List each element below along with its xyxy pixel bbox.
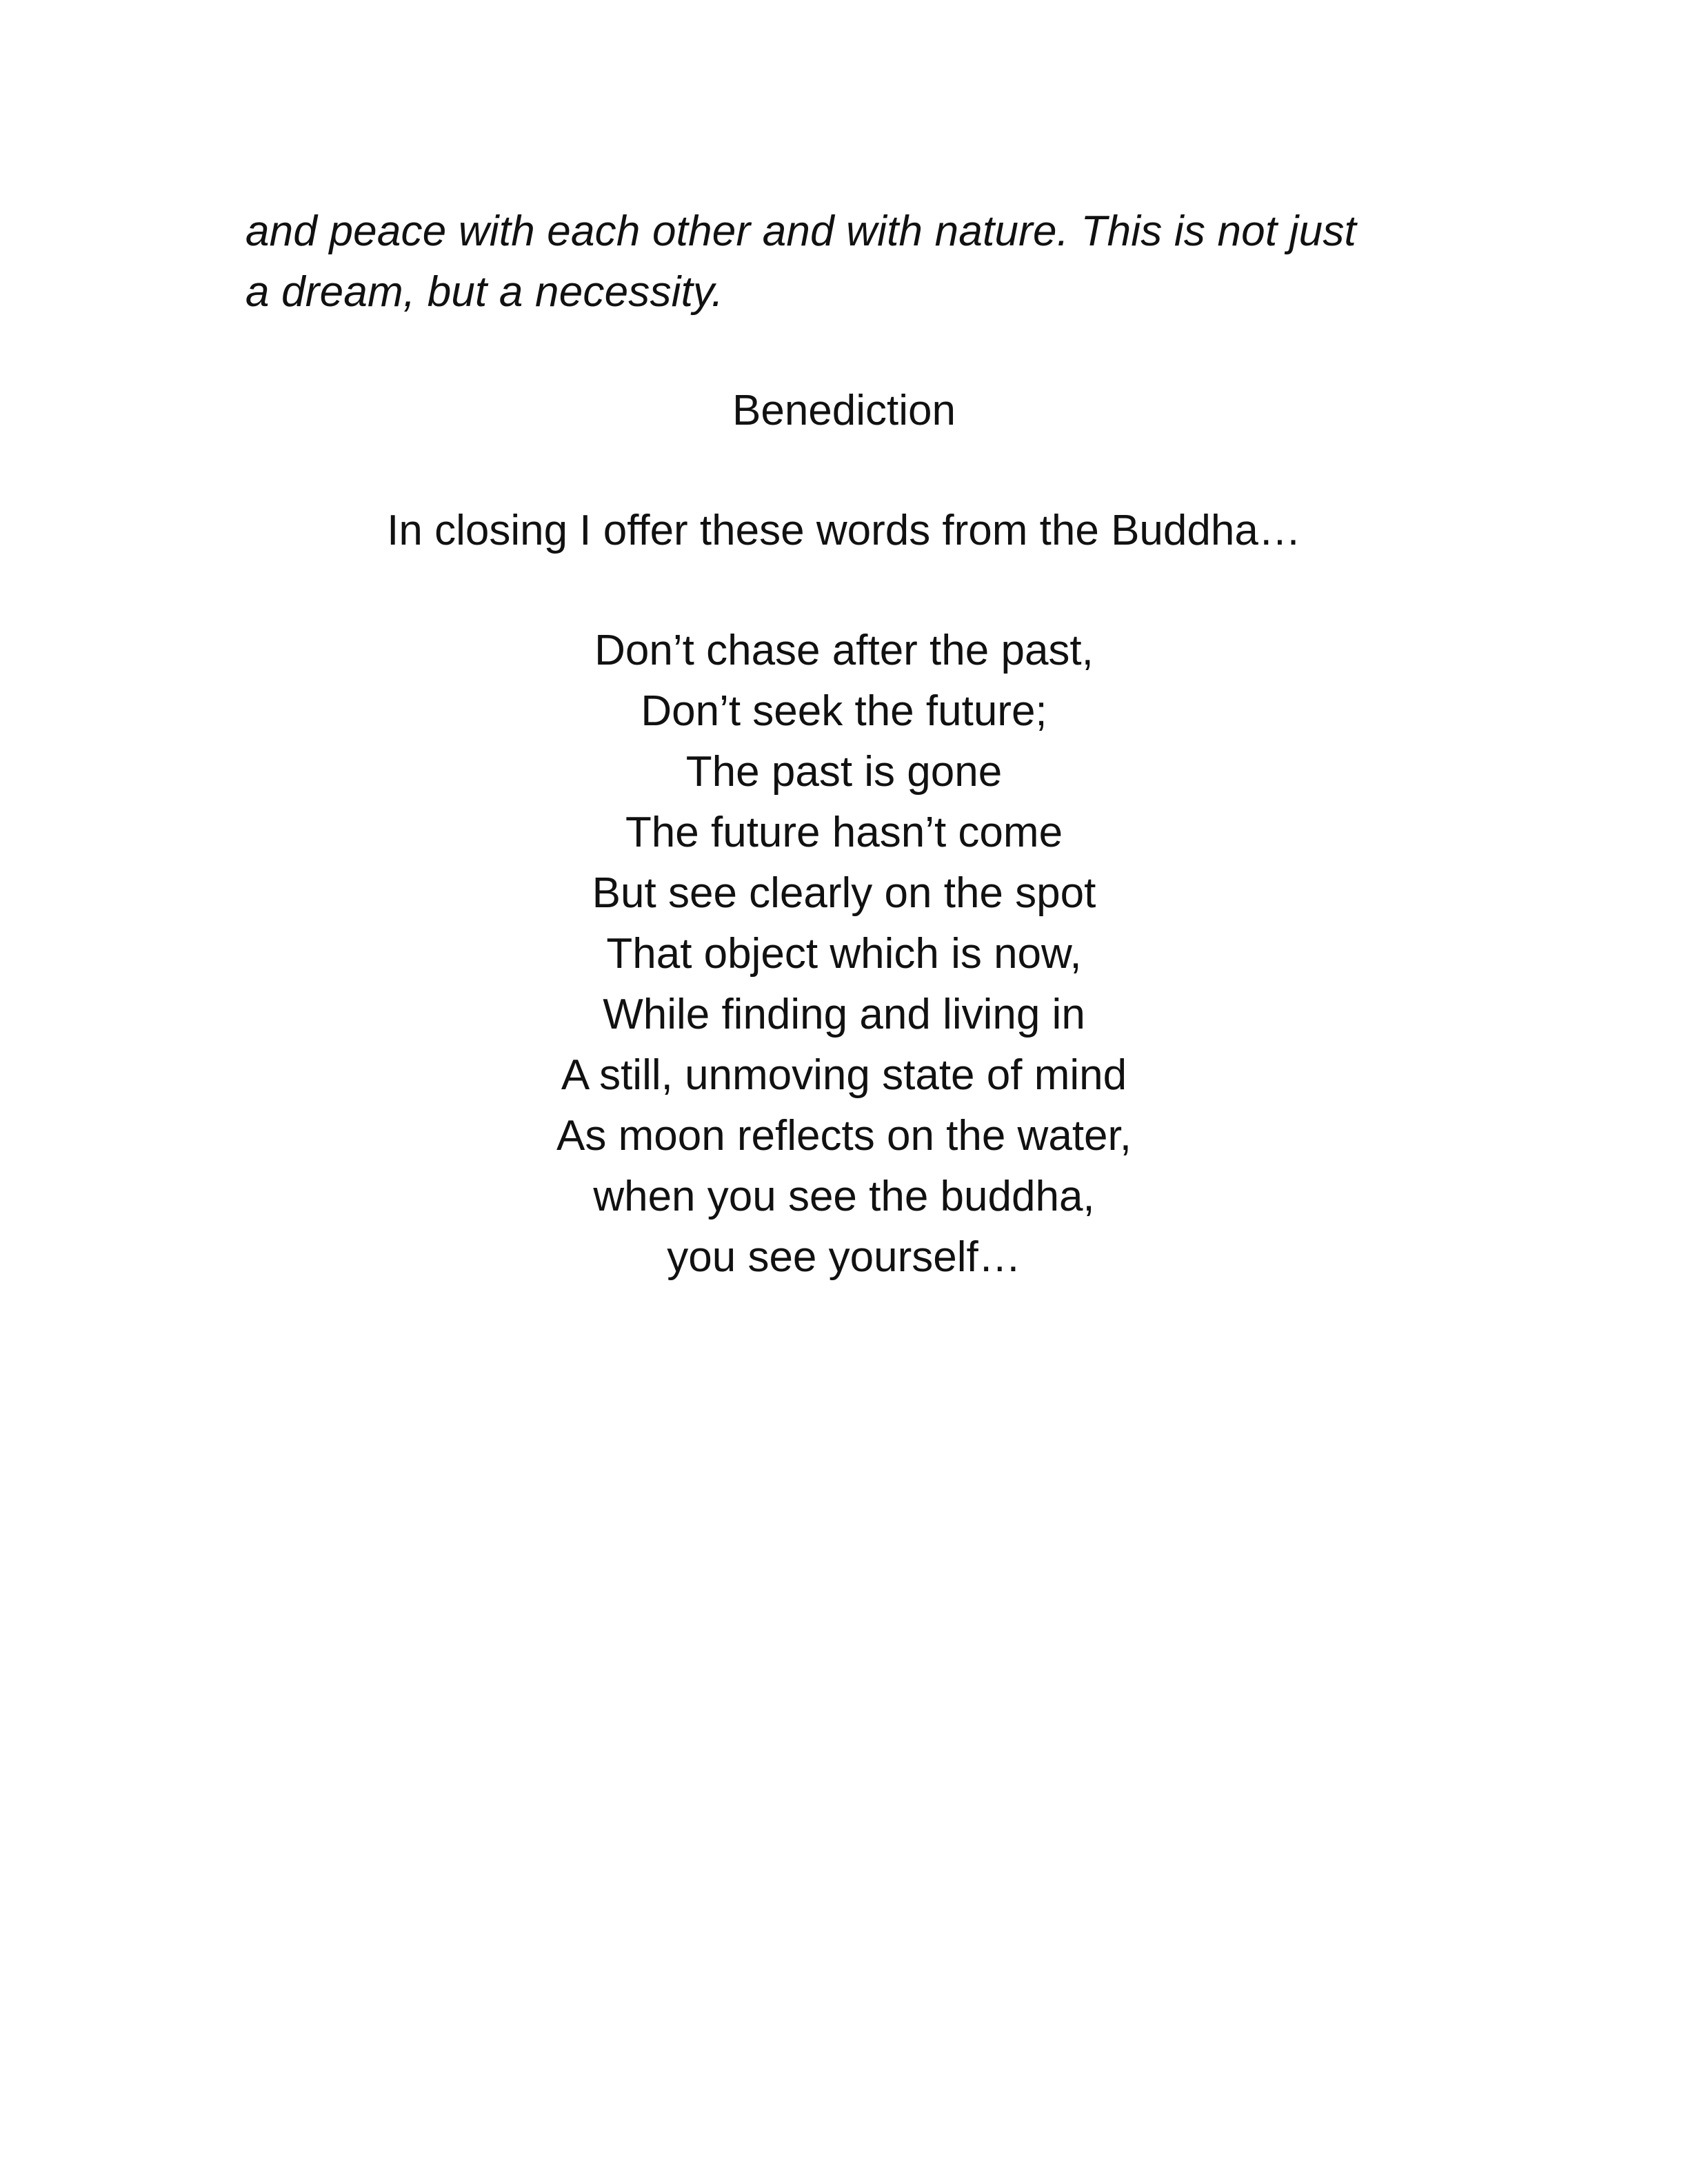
intro-paragraph — [245, 201, 1459, 323]
section-heading: Benediction — [732, 387, 956, 434]
intro-line: a dream, but a necessity. — [245, 268, 724, 316]
intro-line: and peace with each other and with nature. This is not just — [245, 208, 1356, 255]
poem-line: While finding and living in — [603, 991, 1085, 1038]
poem-line: Don’t seek the future; — [641, 687, 1047, 735]
poem-line: The past is gone — [685, 748, 1003, 796]
poem — [0, 620, 1688, 1288]
poem-line: That object which is now, — [606, 930, 1082, 978]
poem-line: A still, unmoving state of mind — [561, 1051, 1127, 1099]
poem-line: when you see the buddha, — [593, 1173, 1095, 1220]
poem-line: As moon reflects on the water, — [556, 1112, 1132, 1160]
poem-line: you see yourself… — [667, 1233, 1021, 1281]
poem-line: Don’t chase after the past, — [594, 627, 1094, 674]
poem-line: But see clearly on the spot — [592, 869, 1096, 917]
poem-line: The future hasn’t come — [625, 809, 1063, 856]
closing-line: In closing I offer these words from the Buddha… — [387, 507, 1301, 554]
